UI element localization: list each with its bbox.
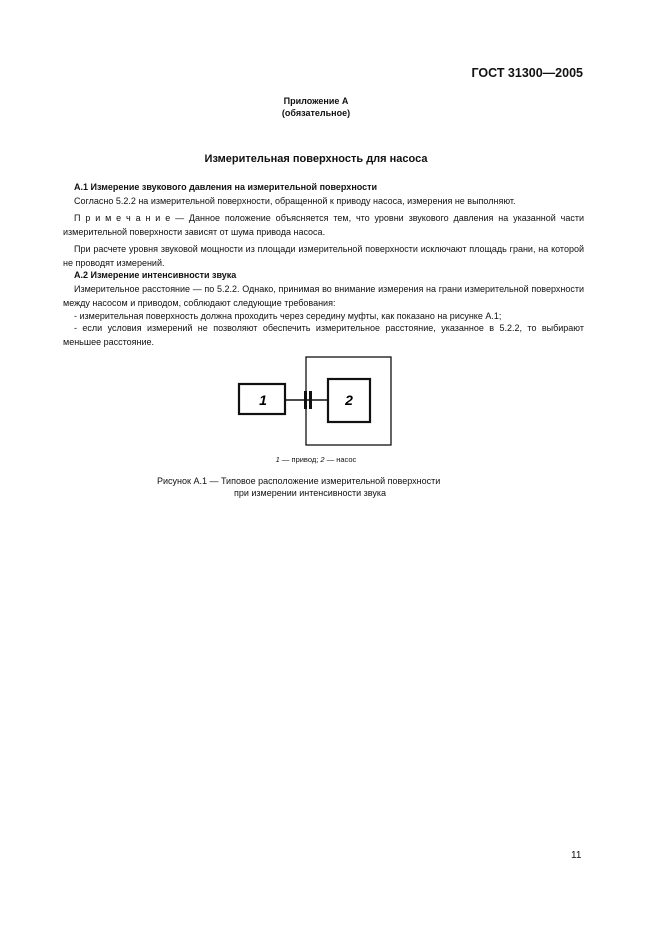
section-heading: А.2 Измерение интенсивности звука	[74, 270, 237, 280]
appendix-title: Приложение А	[283, 96, 349, 106]
pump-label: 2	[345, 392, 353, 408]
paragraph: Измерительное расстояние — по 5.2.2. Однако, принимая во внимание измерения на грани измерительной поверхности между насосом и приводом, соблюдают следующие требования:	[63, 284, 584, 308]
paragraph: При расчете уровня звуковой мощности из площади измерительной поверхности исключают площадь грани, на которой не проводят измерений.	[63, 244, 584, 268]
legend-text: — привод;	[279, 455, 321, 464]
drive-label: 1	[259, 392, 267, 408]
section-a2-heading	[63, 269, 584, 283]
figure-caption: Рисунок А.1 — Типовое расположение измерительной поверхности	[157, 476, 441, 486]
figure-legend	[0, 455, 632, 464]
section-heading: А.1 Измерение звукового давления на измерительной поверхности	[74, 182, 378, 192]
standard-number: ГОСТ 31300—2005	[471, 66, 583, 80]
paragraph: Согласно 5.2.2 на измерительной поверхности, обращенной к приводу насоса, измерения не выполняют.	[74, 196, 516, 206]
coupling-left	[304, 391, 307, 409]
section-a1-heading	[63, 181, 584, 195]
appendix-heading: Измерительная поверхность для насоса	[204, 153, 428, 165]
appendix-status: (обязательное)	[281, 108, 351, 118]
legend-number: 2	[320, 455, 325, 464]
figure-diagram	[236, 356, 394, 448]
coupling-right	[309, 391, 312, 409]
legend-number: 1	[275, 455, 280, 464]
legend-text: — насос	[324, 455, 357, 464]
list-item: - измерительная поверхность должна проходить через середину муфты, как показано на рисунке А.1;	[74, 311, 502, 321]
note: П р и м е ч а н и е — Данное положение объясняется тем, что уровни звукового давления на указанной части измерительной поверхности зависят от шума привода насоса.	[63, 213, 584, 237]
figure-caption-line2: при измерении интенсивности звука	[233, 488, 387, 498]
diagram-svg	[236, 356, 394, 448]
page-number: 11	[571, 850, 582, 861]
list-item: - если условия измерений не позволяют обеспечить измерительное расстояние, указанное в 5.2.2, то выбирают меньшее расстояние.	[63, 323, 584, 347]
